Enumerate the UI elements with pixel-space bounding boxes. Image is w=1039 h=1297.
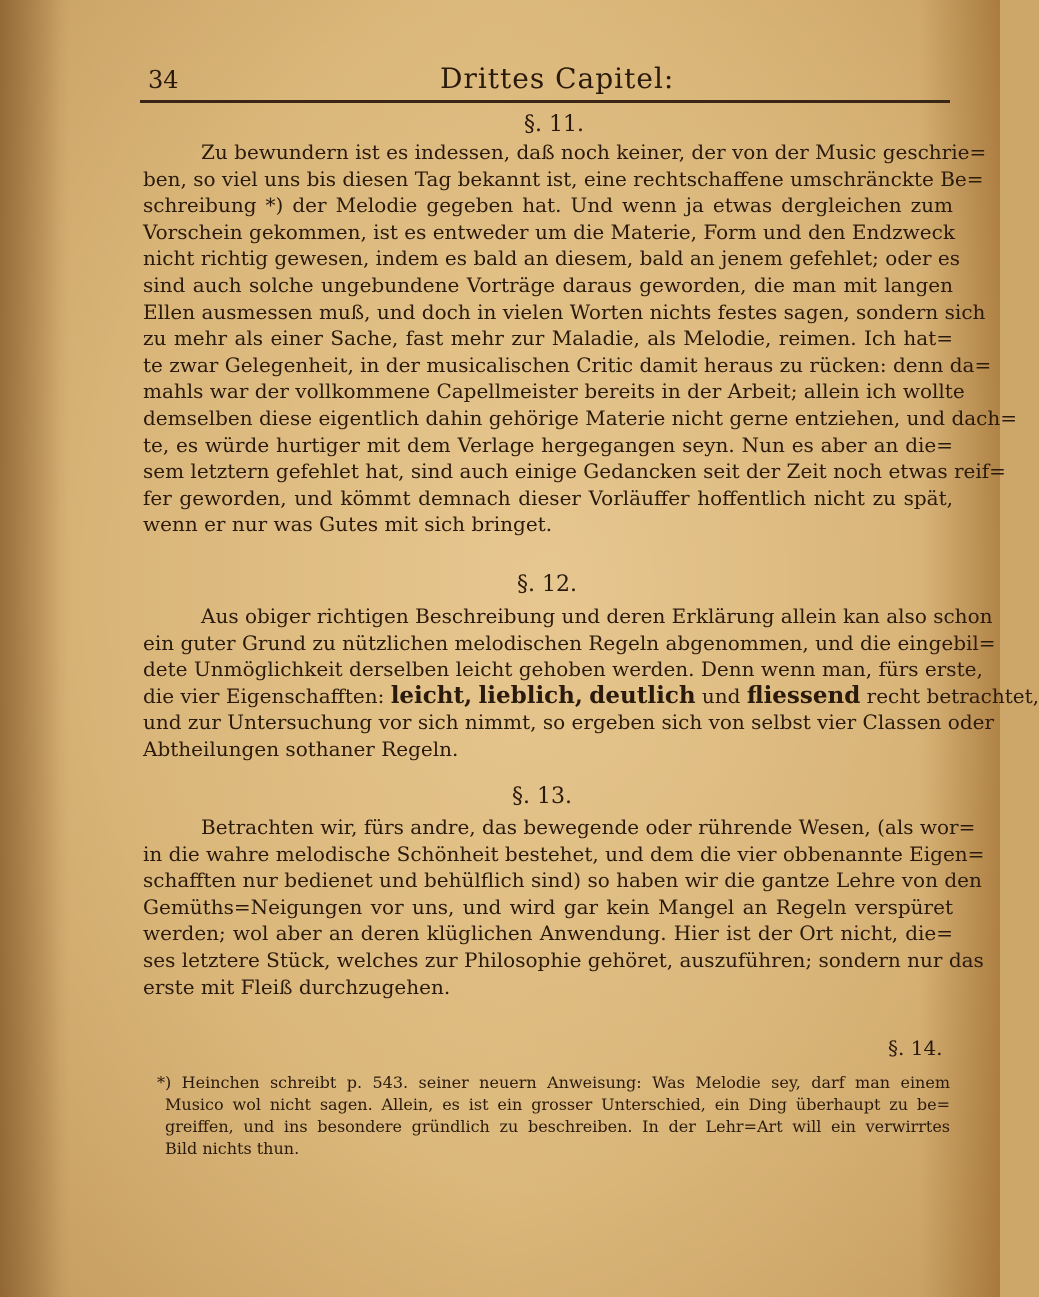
text-line: te zwar Gelegenheit, in der musicalischen Critic damit heraus zu rücken: denn da= — [143, 352, 992, 377]
text-line: Zu bewundern ist es indessen, daß noch keiner, der von der Music geschrie= — [201, 140, 987, 164]
text-line: ses letztere Stück, welches zur Philosophie gehöret, auszuführen; sondern nur das — [143, 947, 984, 972]
text-line: wenn er nur was Gutes mit sich bringet. — [143, 512, 553, 537]
gutter-shadow — [0, 0, 70, 1297]
text-line: werden; wol aber an deren klüglichen Anwendung. Hier ist der Ort nicht, die= — [143, 921, 953, 946]
footnote-line: greiffen, und ins besondere gründlich zu beschreiben. In der Lehr=Art will ein verwirrtes — [165, 1117, 950, 1136]
text-line: sem letztern gefehlet hat, sind auch einige Gedancken seit der Zeit noch etwas reif= — [143, 459, 1006, 484]
text-line: und zur Untersuchung vor sich nimmt, so ergeben sich von selbst vier Classen oder — [143, 710, 995, 735]
paragraph-section-13 — [143, 814, 985, 1000]
paragraph-section-12 — [143, 603, 1039, 763]
text-line: te, es würde hurtiger mit dem Verlage hergegangen seyn. Nun es aber an die= — [143, 432, 953, 457]
text-line: nicht richtig gewesen, indem es bald an diesem, bald an jenem gefehlet; oder es — [143, 246, 960, 271]
header-rule — [140, 100, 950, 103]
text-line: Vorschein gekommen, ist es entweder um die Materie, Form und den Endzweck — [143, 219, 955, 244]
text-line: schreibung *) der Melodie gegeben hat. Und wenn ja etwas dergleichen zum — [143, 193, 953, 218]
text-line: erste mit Fleiß durchzugehen. — [143, 974, 451, 999]
emphasized-word: leicht, — [390, 681, 473, 709]
footnote-line: Musico wol nicht sagen. Allein, es ist ein grosser Unterschied, ein Ding überhaupt zu be= — [165, 1095, 950, 1114]
catchword: §. 14. — [888, 1036, 943, 1060]
text-segment: und — [701, 683, 741, 708]
emphasized-word: deutlich — [589, 681, 696, 709]
paragraph-section-11 — [143, 139, 1018, 538]
text-segment: die vier Eigenschafften: — [143, 683, 385, 708]
text-line: Gemüths=Neigungen vor uns, und wird gar kein Mangel an Regeln verspüret — [143, 894, 953, 919]
page-header — [140, 62, 950, 102]
running-title: Drittes Capitel: — [440, 62, 675, 95]
text-segment: recht betrachtet, — [866, 683, 1039, 708]
emphasized-word: fliessend — [746, 681, 861, 709]
text-line: Aus obiger richtigen Beschreibung und deren Erklärung allein kan also schon — [201, 604, 993, 628]
footnote-line: Bild nichts thun. — [165, 1139, 300, 1158]
section-heading-12: §. 12. — [517, 572, 577, 597]
text-line: ein guter Grund zu nützlichen melodischen Regeln abgenommen, und die eingebil= — [143, 630, 996, 655]
text-line: demselben diese eigentlich dahin gehörige Materie nicht gerne entziehen, und dach= — [143, 405, 1018, 430]
footnote-line: *) Heinchen schreibt p. 543. seiner neuern Anweisung: Was Melodie sey, darf man einem — [157, 1073, 950, 1092]
text-line: ben, so viel uns bis diesen Tag bekannt ist, eine rechtschaffene umschränckte Be= — [143, 166, 984, 191]
emphasized-word: lieblich, — [478, 681, 583, 709]
text-line: schafften nur bedienet und behülflich sind) so haben wir die gantze Lehre von den — [143, 868, 982, 893]
text-line: Betrachten wir, fürs andre, das bewegende oder rührende Wesen, (als wor= — [201, 815, 976, 839]
text-line-with-emphasis — [143, 681, 1039, 710]
section-heading-13: §. 13. — [512, 784, 572, 809]
page-number: 34 — [148, 66, 179, 94]
text-line: dete Unmöglichkeit derselben leicht gehoben werden. Denn wenn man, fürs erste, — [143, 657, 983, 682]
text-line: Abtheilungen sothaner Regeln. — [143, 736, 459, 761]
text-line: fer geworden, und kömmt demnach dieser Vorläuffer hoffentlich nicht zu spät, — [143, 485, 953, 510]
text-line: sind auch solche ungebundene Vorträge daraus geworden, die man mit langen — [143, 272, 953, 297]
text-line: mahls war der vollkommene Capellmeister bereits in der Arbeit; allein ich wollte — [143, 379, 965, 404]
text-line: Ellen ausmessen muß, und doch in vielen Worten nichts festes sagen, sondern sich — [143, 299, 986, 324]
section-heading-11: §. 11. — [524, 112, 584, 137]
text-line: zu mehr als einer Sache, fast mehr zur Maladie, als Melodie, reimen. Ich hat= — [143, 326, 953, 351]
text-line: in die wahre melodische Schönheit bestehet, und dem die vier obbenannte Eigen= — [143, 841, 985, 866]
footnote — [157, 1072, 950, 1160]
